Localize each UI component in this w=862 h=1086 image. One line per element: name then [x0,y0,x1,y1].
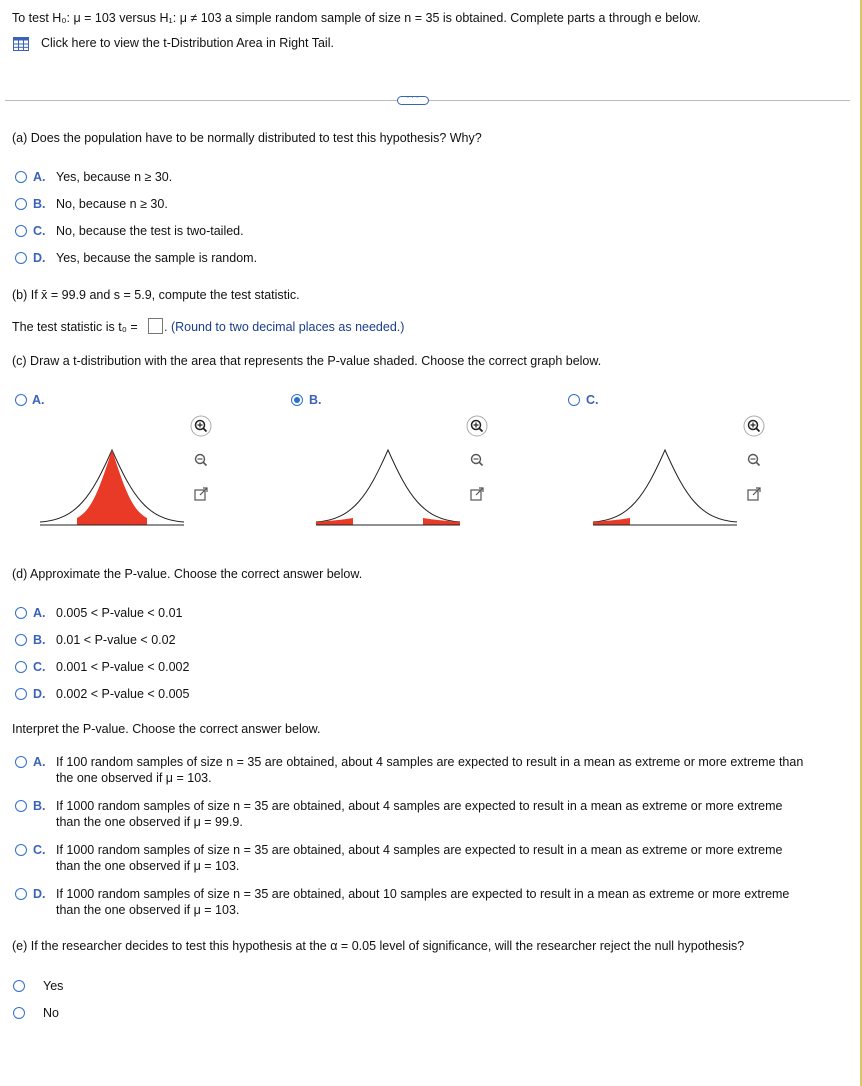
t-distribution-graph-two-tails-shaded [313,425,463,535]
option-letter: B. [33,197,46,211]
zoom-out-icon[interactable] [743,449,765,471]
radio-button-selected[interactable] [291,394,303,406]
part-c-question: (c) Draw a t-distribution with the area that represents the P-value shaded. Choose the correct graph below. [12,354,602,368]
radio-button[interactable] [15,888,27,900]
option-text-line2: than the one observed if μ = 103. [56,903,240,917]
t-distribution-graph-center-shaded [37,425,187,535]
option-text: 0.01 < P-value < 0.02 [56,633,176,647]
radio-button[interactable] [15,607,27,619]
radio-button[interactable] [15,661,27,673]
zoom-out-icon[interactable] [466,449,488,471]
radio-button[interactable] [15,171,27,183]
radio-button[interactable] [15,225,27,237]
zoom-in-icon[interactable] [743,415,765,437]
radio-button[interactable] [15,756,27,768]
option-letter: B. [33,799,46,813]
expand-button[interactable] [397,96,429,105]
option-text: Yes, because n ≥ 30. [56,170,173,184]
option-letter: B. [309,393,322,407]
part-d-question: (d) Approximate the P-value. Choose the correct answer below. [12,567,363,581]
radio-button[interactable] [568,394,580,406]
option-letter: C. [586,393,599,407]
open-external-icon[interactable] [190,483,212,505]
option-letter: D. [33,251,46,265]
radio-button[interactable] [15,688,27,700]
radio-button[interactable] [15,634,27,646]
option-text-line2: the one observed if μ = 103. [56,771,212,785]
option-text: Yes [43,979,64,993]
option-letter: A. [33,606,46,620]
option-text: Yes, because the sample is random. [56,251,258,265]
test-statistic-input[interactable] [148,318,163,334]
radio-button[interactable] [15,800,27,812]
radio-button[interactable] [15,844,27,856]
option-text-line2: than the one observed if μ = 103. [56,859,240,873]
radio-button[interactable] [13,1007,25,1019]
part-b-question: (b) If x̄ = 99.9 and s = 5.9, compute the test statistic. [12,288,300,302]
option-text: No [43,1006,59,1020]
option-text-line1: If 100 random samples of size n = 35 are obtained, about 4 samples are expected to result in a mean as extreme or more extreme than [56,755,804,769]
option-letter: A. [33,755,46,769]
option-text-line1: If 1000 random samples of size n = 35 are obtained, about 4 samples are expected to result in a mean as extreme or more extreme [56,843,783,857]
option-text-line1: If 1000 random samples of size n = 35 are obtained, about 10 samples are expected to result in a mean as extreme or more extreme [56,887,790,901]
radio-button[interactable] [13,980,25,992]
table-link-label[interactable]: Click here to view the t-Distribution Area in Right Tail. [41,36,334,50]
zoom-out-icon[interactable] [190,449,212,471]
option-letter: B. [33,633,46,647]
radio-button[interactable] [15,394,27,406]
part-a-question: (a) Does the population have to be normally distributed to test this hypothesis? Why? [12,131,482,145]
open-external-icon[interactable] [743,483,765,505]
option-text: No, because n ≥ 30. [56,197,168,211]
interpret-question: Interpret the P-value. Choose the correct answer below. [12,722,321,736]
option-text: 0.002 < P-value < 0.005 [56,687,190,701]
t-distribution-graph-left-tail-shaded [590,425,740,535]
option-letter: D. [33,687,46,701]
option-text-line1: If 1000 random samples of size n = 35 are obtained, about 4 samples are expected to result in a mean as extreme or more extreme [56,799,783,813]
problem-statement: To test H₀: μ = 103 versus H₁: μ ≠ 103 a simple random sample of size n = 35 is obtained. Complete parts a through e below. [12,11,701,25]
option-letter: C. [33,843,46,857]
part-e-question: (e) If the researcher decides to test this hypothesis at the α = 0.05 level of significance, will the researcher reject the null hypothesis? [12,939,745,953]
option-letter: C. [33,224,46,238]
table-icon [13,37,29,51]
option-letter: A. [32,393,45,407]
option-text: No, because the test is two-tailed. [56,224,244,238]
open-external-icon[interactable] [466,483,488,505]
option-letter: A. [33,170,46,184]
test-statistic-prefix: The test statistic is t₀ = [12,320,138,334]
option-text: 0.001 < P-value < 0.002 [56,660,190,674]
option-letter: C. [33,660,46,674]
radio-button[interactable] [15,252,27,264]
radio-button[interactable] [15,198,27,210]
rounding-hint: . (Round to two decimal places as needed.) [164,320,405,334]
option-text-line2: than the one observed if μ = 99.9. [56,815,243,829]
zoom-in-icon[interactable] [190,415,212,437]
option-letter: D. [33,887,46,901]
option-text: 0.005 < P-value < 0.01 [56,606,183,620]
zoom-in-icon[interactable] [466,415,488,437]
